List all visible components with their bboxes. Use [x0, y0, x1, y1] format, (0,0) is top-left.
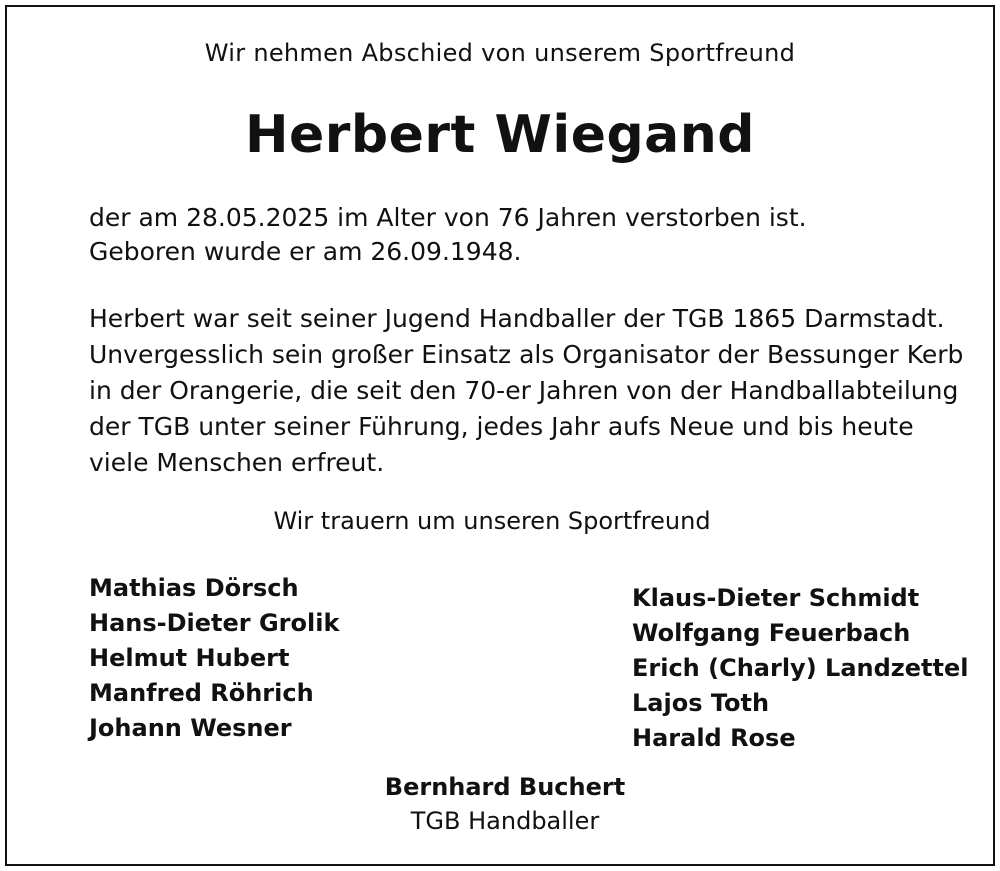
death-date-line: der am 28.05.2025 im Alter von 76 Jahren verstorben ist.	[89, 203, 807, 232]
bio-line: viele Menschen erfreut.	[89, 448, 385, 477]
obituary-notice	[5, 5, 995, 866]
mourners-left-column	[89, 571, 339, 746]
signer-name: Bernhard Buchert	[384, 773, 626, 801]
mourner-name: Johann Wesner	[89, 714, 292, 742]
intro-text: Wir nehmen Abschied von unserem Sportfreund	[204, 39, 796, 67]
mourners-right-column	[632, 581, 968, 756]
bio-line: Herbert war seit seiner Jugend Handballer der TGB 1865 Darmstadt.	[89, 304, 945, 333]
mourner-name: Hans-Dieter Grolik	[89, 609, 340, 637]
dates-paragraph	[89, 201, 807, 269]
biography-paragraph	[89, 301, 963, 481]
mourner-name: Harald Rose	[632, 724, 796, 752]
mourner-name: Mathias Dörsch	[89, 574, 299, 602]
deceased-name: Herbert Wiegand	[244, 105, 756, 165]
bio-line: in der Orangerie, die seit den 70-er Jahren von der Handballabteilung	[89, 376, 959, 405]
bio-line: Unvergesslich sein großer Einsatz als Organisator der Bessunger Kerb	[89, 340, 964, 369]
mourner-name: Manfred Röhrich	[89, 679, 314, 707]
mourning-text: Wir trauern um unseren Sportfreund	[273, 507, 711, 535]
mourner-name: Klaus-Dieter Schmidt	[632, 584, 920, 612]
signer-role: TGB Handballer	[410, 807, 600, 835]
mourner-name: Helmut Hubert	[89, 644, 290, 672]
mourner-name: Lajos Toth	[632, 689, 770, 717]
mourner-name: Wolfgang Feuerbach	[632, 619, 911, 647]
birth-date-line: Geboren wurde er am 26.09.1948.	[89, 237, 522, 266]
mourner-name: Erich (Charly) Landzettel	[632, 654, 969, 682]
bio-line: der TGB unter seiner Führung, jedes Jahr aufs Neue und bis heute	[89, 412, 914, 441]
